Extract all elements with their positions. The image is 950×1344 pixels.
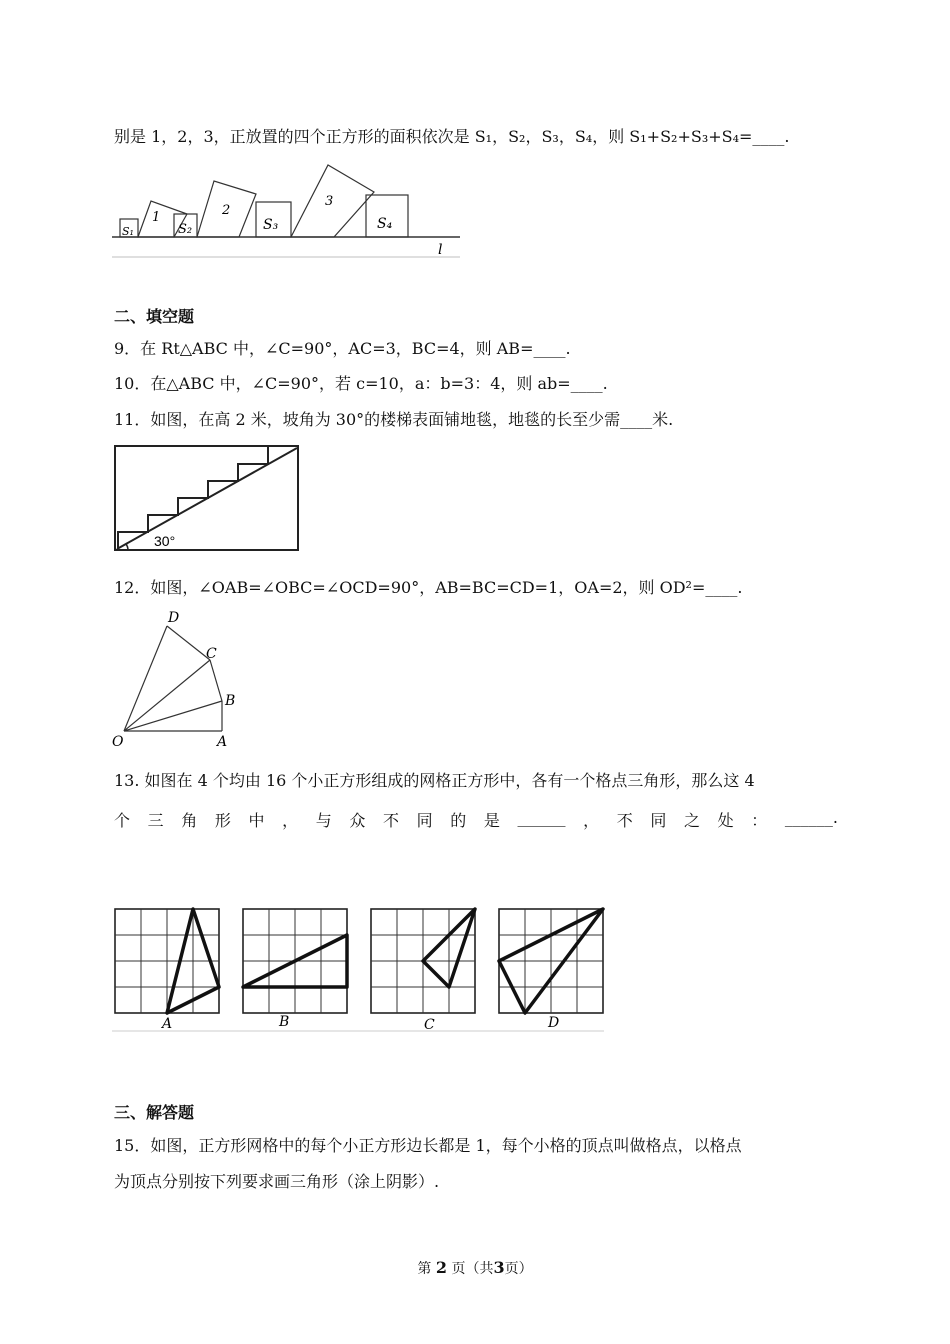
grid-label-d: D xyxy=(548,1015,560,1031)
grid-b xyxy=(243,909,347,1013)
total-pages-number: 3 xyxy=(493,1258,505,1277)
label-d: D xyxy=(168,610,180,626)
question-15-line-2: 为顶点分别按下列要求画三角形（涂上阴影）. xyxy=(114,1172,440,1191)
label-o: O xyxy=(112,734,124,750)
od-figure xyxy=(110,606,244,750)
s1-label: S₁ xyxy=(122,225,134,238)
grid-a xyxy=(115,909,219,1013)
line-l-label: l xyxy=(438,242,443,258)
grid-label-c: C xyxy=(424,1017,435,1033)
section-2-heading: 二、填空题 xyxy=(114,307,195,326)
stairs-figure xyxy=(114,445,300,553)
label-b: B xyxy=(225,693,236,709)
grid-triangles-figure xyxy=(112,905,606,1035)
tilted-2-label: 2 xyxy=(222,203,231,218)
grid-label-a: A xyxy=(162,1016,173,1032)
question-12: 12．如图，∠OAB=∠OBC=∠OCD=90°，AB=BC=CD=1，OA=2，则 OD²=____. xyxy=(114,578,743,597)
section-3-heading: 三、解答题 xyxy=(114,1103,195,1122)
tilted-3-label: 3 xyxy=(325,194,334,209)
question-15-line-1: 15．如图，正方形网格中的每个小正方形边长都是 1，每个小格的顶点叫做格点，以格点 xyxy=(114,1136,742,1155)
label-c: C xyxy=(206,646,217,662)
question-13-line-2: 个 三 角 形 中 ， 与 众 不 同 的 是 ______ ， 不 同 之 处 ： ______. xyxy=(114,808,838,830)
question-9: 9．在 Rt△ABC 中，∠C=90°，AC=3，BC=4，则 AB=____. xyxy=(114,339,571,358)
question-10: 10．在△ABC 中，∠C=90°，若 c=10，a：b=3：4，则 ab=____. xyxy=(114,374,608,393)
question-8-continuation: 别是 1，2，3，正放置的四个正方形的面积依次是 S₁，S₂，S₃，S₄，则 S₁+S₂+S₃+S₄=____. xyxy=(114,127,790,146)
grid-label-b: B xyxy=(279,1014,290,1030)
grid-d xyxy=(499,909,603,1013)
squares-figure xyxy=(112,158,464,262)
stairs-angle-label: 30° xyxy=(154,533,176,549)
question-11: 11．如图，在高 2 米，坡角为 30°的楼梯表面铺地毯，地毯的长至少需____米. xyxy=(114,410,674,429)
tilted-1-label: 1 xyxy=(152,210,161,225)
question-13-line-1: 13. 如图在 4 个均由 16 个小正方形组成的网格正方形中，各有一个格点三角形，那么这 4 xyxy=(114,771,755,790)
s3-label: S₃ xyxy=(263,217,279,233)
grid-c xyxy=(371,909,475,1013)
label-a: A xyxy=(217,734,228,750)
s2-label: S₂ xyxy=(178,222,193,237)
current-page-number: 2 xyxy=(435,1258,447,1277)
s4-label: S₄ xyxy=(377,216,393,232)
page-footer: 第 2 页（共3页） xyxy=(417,1258,533,1277)
